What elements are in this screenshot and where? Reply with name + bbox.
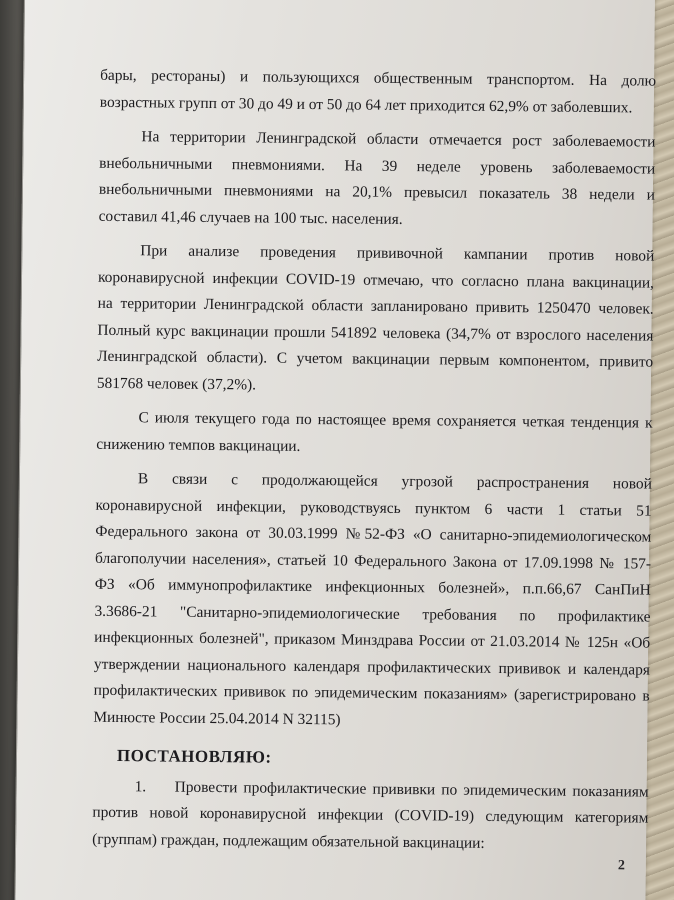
text-line: благополучии населения», статьей 10 Федерального Закона от 17.09.1998 № 157- <box>94 549 652 573</box>
text-line: коронавирусной инфекции, руководствуясь пунктом 6 части 1 статьи 51 <box>95 496 652 520</box>
text-line: При анализе проведения прививочной кампании против новой <box>140 242 655 265</box>
paragraph-pneumonia <box>98 124 655 236</box>
document-body <box>92 63 656 867</box>
text-line: коронавирусной инфекции COVID-19 отмечаю, что согласно плана вакцинации, <box>97 268 655 292</box>
text-line: возрастных групп от 30 до 49 и от 50 до 64 лет приходится 62,9% от заболевших. <box>99 93 633 116</box>
text-line: внебольничными пневмониями на 20,1% превысил показатель 38 недели и <box>98 180 655 204</box>
item-text: Провести профилактические прививки по эпидемическим показаниям <box>174 778 649 801</box>
text-line: Полный курс вакцинации прошли 541892 человека (34,7% от взрослого населения <box>97 321 654 345</box>
text-line: С июля текущего года по настоящее время сохраняется четкая тенденция к <box>138 409 653 432</box>
paragraph-vaccination-campaign <box>97 238 655 403</box>
text-line: На территории Ленинградской области отмечается рост заболеваемости <box>141 128 656 151</box>
text-line: Минюсте России 25.04.2014 N 32115) <box>93 708 341 728</box>
text-line: Ленинградской области). С учетом вакцинации первым компонентом, привито <box>97 347 654 371</box>
list-item-1 <box>92 773 649 858</box>
text-line: профилактических прививок по эпидемическим показаниям» (зарегистрировано в <box>93 681 650 705</box>
text-line: В связи с продолжающейся угрозой распространения новой <box>137 470 652 493</box>
text-line: внебольничными пневмониями. На 39 неделе уровень заболеваемости <box>99 154 656 178</box>
text-line: на территории Ленинградской области запланировано привить 1250470 человек. <box>97 294 654 318</box>
text-line: бары, рестораны) и пользующихся общественным транспортом. На долю <box>100 66 657 90</box>
text-line: инфекционных болезней", приказом Минздрава России от 21.03.2014 № 125н «Об <box>94 628 651 652</box>
item-number: 1. <box>134 777 147 795</box>
text-line: составил 41,46 случаев на 100 тыс. населения. <box>98 207 403 228</box>
text-line: 3.3686-21 "Санитарно-эпидемиологические требования по профилактике <box>94 602 651 626</box>
resolution-heading: ПОСТАНОВЛЯЮ: <box>116 746 272 767</box>
text-line: утверждении национального календаря профилактических прививок и календаря <box>93 655 651 679</box>
text-line: 581768 человек (37,2%). <box>96 374 257 393</box>
text-line: ФЗ «Об иммунопрофилактике инфекционных болезней», п.п.66,67 СанПиН <box>94 575 651 599</box>
text-line: Федерального закона от 30.03.1999 №52-ФЗ «О санитарно-эпидемиологическом <box>95 522 652 546</box>
paragraph-vaccination-trend <box>96 405 653 464</box>
paragraph-legal-basis <box>93 466 652 737</box>
text-line: против новой коронавирусной инфекции (COVID-19) следующим категориям <box>92 803 649 827</box>
page-number: 2 <box>617 858 625 874</box>
text-line: (группам) граждан, подлежащим обязательной вакцинации: <box>92 830 485 852</box>
text-line: снижению темпов вакцинации. <box>96 435 301 455</box>
document-page <box>14 0 655 900</box>
paragraph-age-groups <box>100 63 657 122</box>
